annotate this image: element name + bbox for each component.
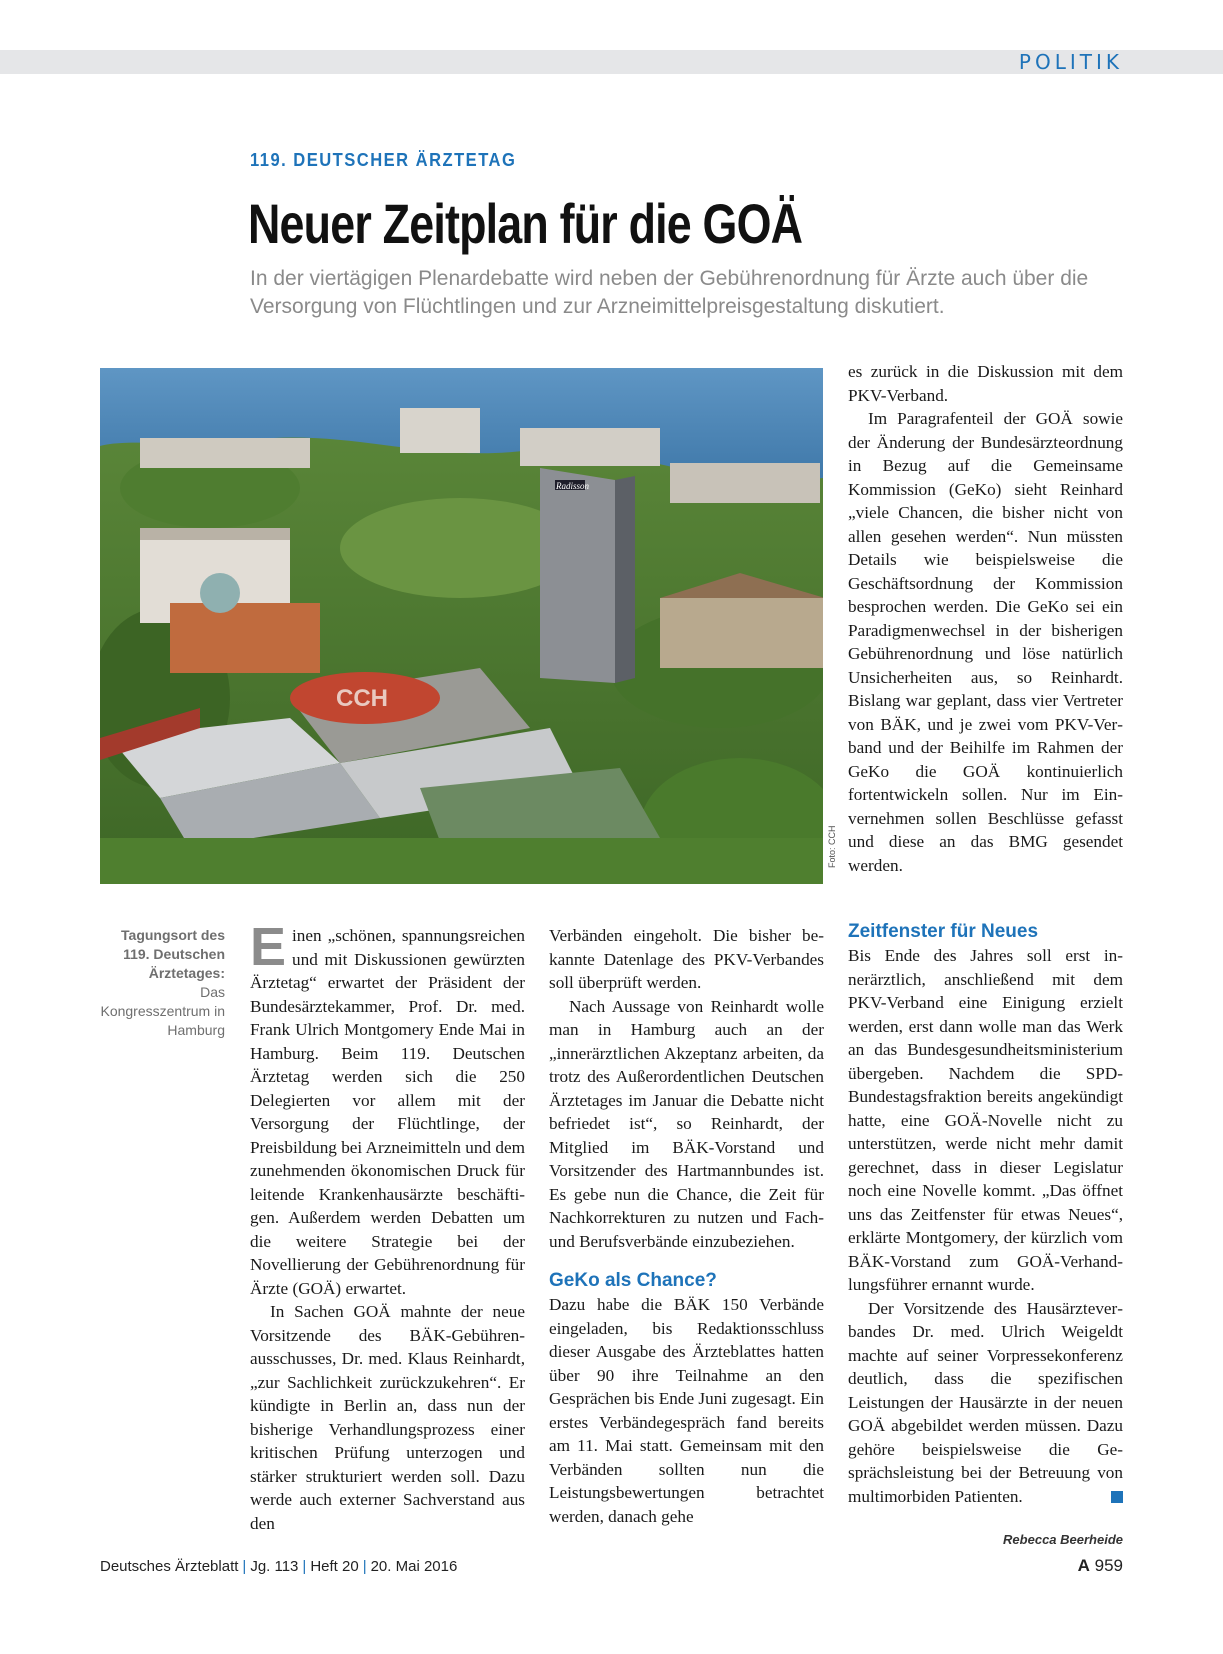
column-3-bottom [848,920,1123,1508]
headline: Neuer Zeitplan für die GOÄ [248,192,803,255]
paragraph-7: Im Paragrafenteil der GOÄ sowie der Änderung der Bundesärzteordnung in Bezug auf die Gemeinsame Kommission (GeKo) sieht Reinhard „viele Chancen, die bisher nicht von allen gesehen werden“. Nun müssten Details wie beispielsweise die Geschäftsordnung der Kommission besprochen werden. Die GeKo sei ein Paradigmenwechsel in der bisherigen Gebührenordnung und löse natürlich Unsicherheiten aus, so Reinhardt. Bislang war geplant, dass vier Vertreter von BÄK, und je zwei vom PKV-Verband und der Beihilfe im Rahmen der GeKo die GOÄ kontinuierlich fortentwickeln sollen. Nur im Einvernehmen sollen Beschlüsse gefasst und diese an das BMG gesendet werden. [848,409,1123,875]
caption-bold: Tagungsort des 119. Deutschen Ärztetages: [121,927,225,981]
paragraph-intro [250,917,525,1300]
section-label: POLITIK [1018,50,1123,74]
paragraph-1-text: inen „schönen, spannungsreichen und mit Diskussionen gewürzten Ärztetag“ erwartet der Präsident der Bundesärztekammer, Prof. Dr. med. Frank Ulrich Montgomery Ende Mai in Hamburg. Beim 119. Deutschen Ärztetag werden sich die 250 Delegierten vor allem mit der Versorgung der Flüchtlinge, der Preisbildung bei Arzneimitteln und dem zunehmenden ökonomischen Druck für leitende Krankenhausärzte beschäftigen. Außerdem werden Debatten um die weitere Strategie bei der Novellierung der Gebührenordnung für Ärzte (GOÄ) erwartet. [250,926,525,1298]
congress-center-illustration [100,368,823,884]
column-3-top [848,360,1123,877]
kicker: 119. DEUTSCHER ÄRZTETAG [250,150,517,170]
footer: Deutsches Ärzteblatt | Jg. 113 | Heft 20 | 20. Mai 2016 [100,1558,458,1575]
paragraph-9-text: Der Vorsitzende des Hausärzteverbandes Dr. med. Ulrich Weigeldt machte auf seiner Vorpressekonferenz deutlich, dass die spezifischen Leistungen der Hausärzte in der neuen GOÄ abgebildet werden müssen. Dazu gehöre beispielsweise die Gesprächsleistung bei der Betreuung von multimorbiden Patienten. [848,1298,1123,1506]
author: Rebecca Beerheide [1003,1532,1123,1547]
paragraph-3: Verbänden eingeholt. Die bisher bekannte Datenlage des PKV-Verbandes soll überprüft werden. [549,926,824,992]
paragraph-5: Dazu habe die BÄK 150 Verbände eingeladen, bis Redaktionsschluss dieser Ausgabe des Ärzteblattes hatten über 90 ihre Teilnahme an den Gesprächen bis Ende Juni zugesagt. Ein erstes Verbändegespräch fand bereits am 11. Mai statt. Gemeinsam mit den Verbänden sollten nun die Leistungsbewertungen betrachtet werden, danach gehe [549,1295,824,1526]
subheading-zeitfenster: Zeitfenster für Neues [848,921,1039,942]
caption-text: Das Kongresszentrum in Hamburg [100,984,225,1038]
photo-credit: Foto: CCH [827,825,837,868]
footer-issue: Heft 20 [310,1558,359,1575]
subheading-geko: GeKo als Chance? [549,1270,717,1291]
column-2 [549,924,824,1528]
footer-date: 20. Mai 2016 [370,1558,458,1575]
article-photo [100,368,823,884]
svg-text:Radisson: Radisson [556,481,590,491]
paragraph-9 [848,1297,1123,1509]
drop-cap: E [250,917,287,977]
photo-caption [100,926,225,1040]
column-1 [250,917,525,1535]
subhead: In der viertägigen Plenardebatte wird neben der Gebührenordnung für Ärzte auch über die Versorgung von Flüchtlingen und zur Arzneimittelpreisgestaltung diskutiert. [250,267,1089,318]
page-prefix: A [1077,1556,1090,1575]
footer-journal: Deutsches Ärzteblatt [100,1558,239,1575]
end-mark-icon [1111,1491,1123,1503]
paragraph-8: Bis Ende des Jahres soll erst innerärztlich, anschließend mit dem PKV-Verband eine Einigung erzielt werden, erst dann wolle man das Werk an das Bundesgesundheitsministerium übergeben. Nachdem die SPD-Bundestagsfraktion bereits angekündigt hatte, eine GOÄ-Novelle nicht zu unterstützen, werde nicht mehr damit gerechnet, dass in dieser Legislatur noch eine Novelle kommt. „Das öffnet uns das Zeitfenster für etwas Neues“, erklärte Montgomery, der kürzlich vom BÄK-Vorstand zum GOÄ-Verhandlungsführer ernannt wurde. [848,946,1123,1294]
paragraph-4: Nach Aussage von Reinhardt wolle man in Hamburg auch an der „innerärztlichen Akzeptanz arbeiten, da trotz des Außerordentlichen Deutschen Ärztetages im Januar die Debatte nicht befriedet ist“, so Reinhardt, der Mitglied im BÄK-Vorstand und Vorsitzender des Hartmannbundes ist. Es gebe nun die Chance, die Zeit für Nachkorrekturen zu nutzen und Fach- und Berufsverbände einzubeziehen. [549,996,824,1251]
paragraph-2: In Sachen GOÄ mahnte der neue Vorsitzende des BÄK-Gebührenausschusses, Dr. med. Klaus Reinhardt, „zur Sachlichkeit zurückzukehren“. Er kündigte in Berlin an, dass nun der bisherige Verhandlungsprozess einer kritischen Prüfung unterzogen und stärker strukturiert werden soll. Dazu werde auch externer Sachverstand aus den [250,1302,525,1533]
paragraph-6: es zurück in die Diskussion mit dem PKV-Verband. [848,362,1123,405]
page-number [1078,1556,1123,1576]
footer-volume: Jg. 113 [250,1558,299,1575]
page-value: 959 [1094,1556,1123,1575]
svg-text:CCH: CCH [336,685,388,712]
